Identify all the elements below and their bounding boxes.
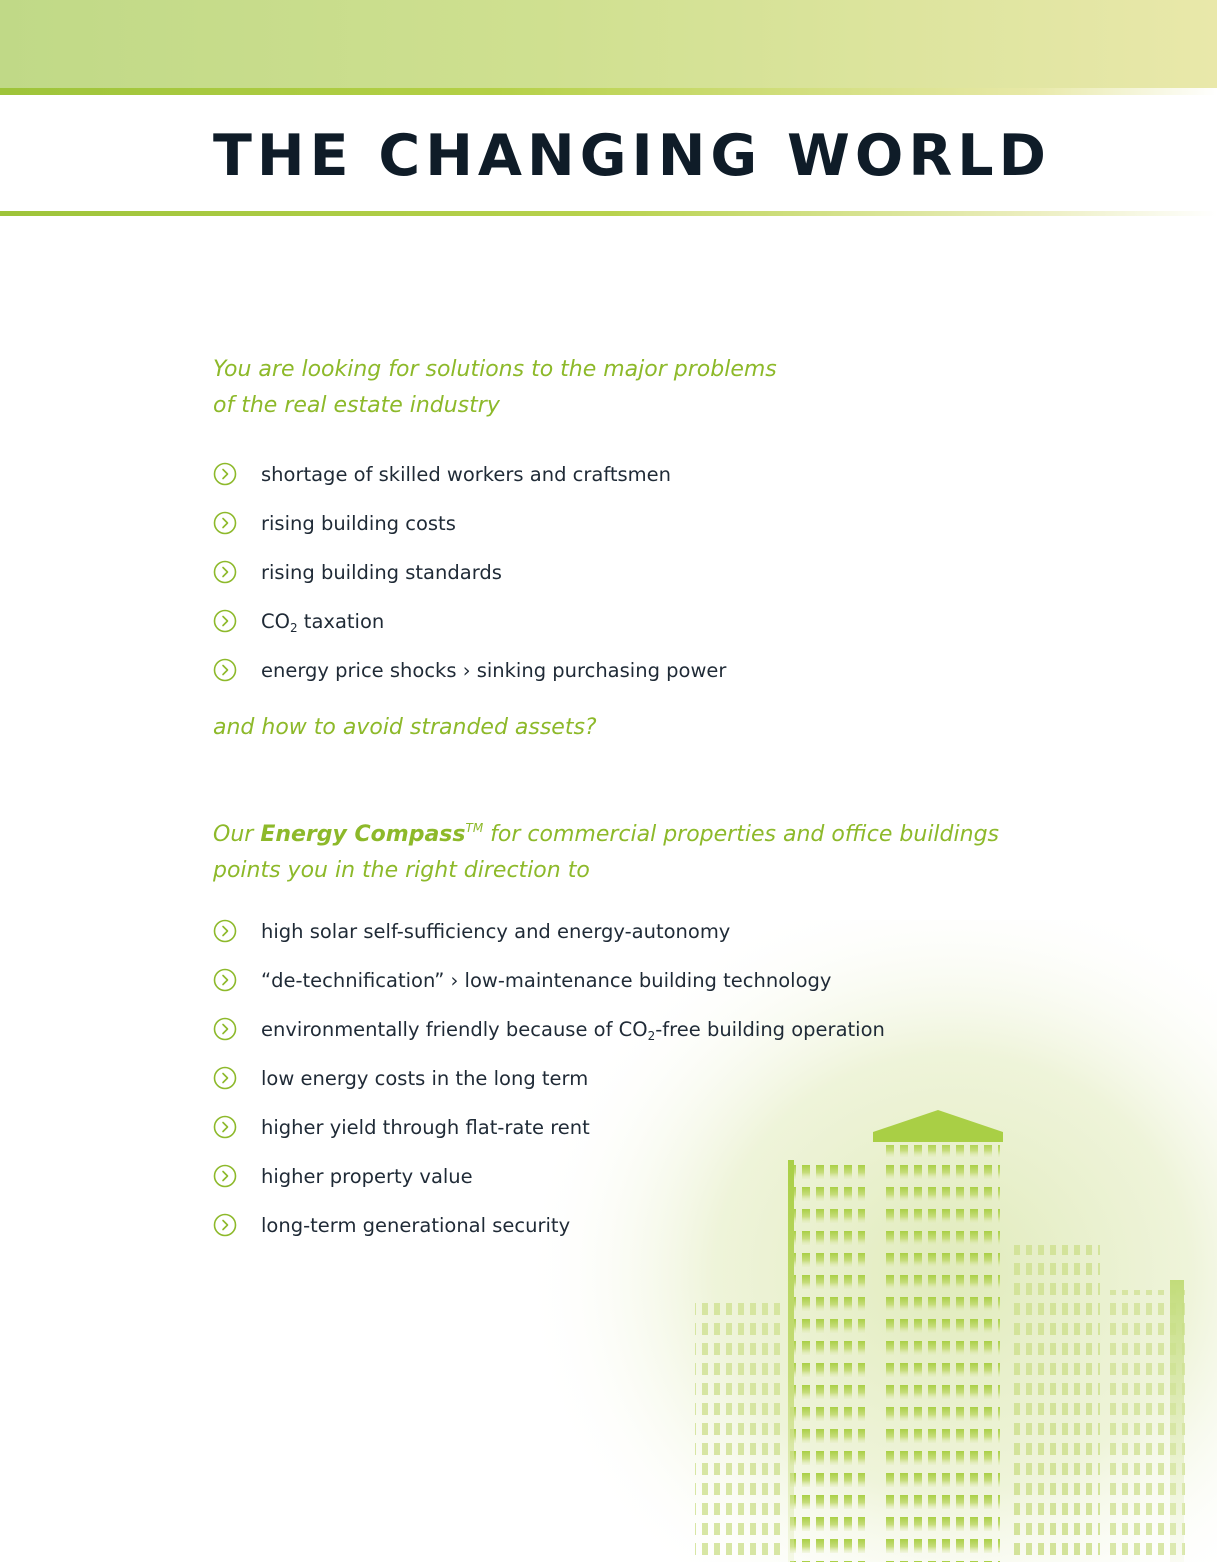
chevron-circle-right-icon [213, 560, 237, 584]
list-item [213, 1164, 885, 1213]
list-item [213, 560, 726, 609]
list-item [213, 1017, 885, 1066]
co2-prefix: CO [261, 610, 290, 633]
problems-list [213, 462, 726, 707]
section1-intro-line2: of the real estate industry [213, 393, 500, 418]
section1-intro [213, 352, 777, 424]
chevron-circle-right-icon [213, 1066, 237, 1090]
header-accent-line [0, 88, 1217, 95]
list-item-text [261, 1017, 885, 1049]
chevron-circle-right-icon [213, 919, 237, 943]
section2-intro-prefix: Our [213, 822, 261, 847]
list-item [213, 1115, 885, 1164]
chevron-circle-right-icon [213, 462, 237, 486]
chevron-circle-right-icon [213, 1213, 237, 1237]
section1-intro-line1: You are looking for solutions to the major problems [213, 357, 777, 382]
section2-intro [213, 810, 999, 889]
list-item-text: long-term generational security [261, 1214, 571, 1237]
chevron-circle-right-icon [213, 1115, 237, 1139]
chevron-circle-right-icon [213, 511, 237, 535]
chevron-circle-right-icon [213, 609, 237, 633]
co2-subscript: 2 [647, 1029, 656, 1043]
brand-name: Energy Compass [260, 822, 466, 847]
chevron-circle-right-icon [213, 1164, 237, 1188]
list-item [213, 511, 726, 560]
section2-intro-rest: for commercial properties and office buildings [483, 822, 999, 847]
list-item [213, 462, 726, 511]
list-item-text: higher yield through flat-rate rent [261, 1116, 590, 1139]
title-underline [0, 211, 1217, 216]
trademark: TM [465, 821, 484, 835]
section2-intro-line2: points you in the right direction to [213, 858, 590, 883]
list-item [213, 1066, 885, 1115]
list-item-text: shortage of skilled workers and craftsmen [261, 463, 672, 486]
chevron-circle-right-icon [213, 1017, 237, 1041]
benefits-list [213, 919, 885, 1262]
chevron-circle-right-icon [213, 658, 237, 682]
list-item-text [261, 609, 384, 641]
section1-closing: and how to avoid stranded assets? [213, 715, 597, 740]
list-item-text: rising building costs [261, 512, 456, 535]
co2-prefix: environmentally friendly because of CO [261, 1018, 648, 1041]
list-item-text: rising building standards [261, 561, 502, 584]
list-item [213, 919, 885, 968]
list-item [213, 609, 726, 658]
list-item-text: “de-technification” › low-maintenance building technology [261, 969, 832, 992]
list-item [213, 968, 885, 1017]
chevron-circle-right-icon [213, 968, 237, 992]
header-band [0, 0, 1217, 88]
co2-suffix: -free building operation [655, 1018, 885, 1041]
co2-subscript: 2 [289, 621, 298, 635]
list-item-text: energy price shocks › sinking purchasing power [261, 659, 727, 682]
list-item [213, 1213, 885, 1262]
list-item-text: high solar self-sufficiency and energy-autonomy [261, 920, 731, 943]
page-title: THE CHANGING WORLD [213, 123, 1051, 189]
list-item-text: low energy costs in the long term [261, 1067, 589, 1090]
list-item-text: higher property value [261, 1165, 473, 1188]
co2-suffix: taxation [297, 610, 385, 633]
list-item [213, 658, 726, 707]
